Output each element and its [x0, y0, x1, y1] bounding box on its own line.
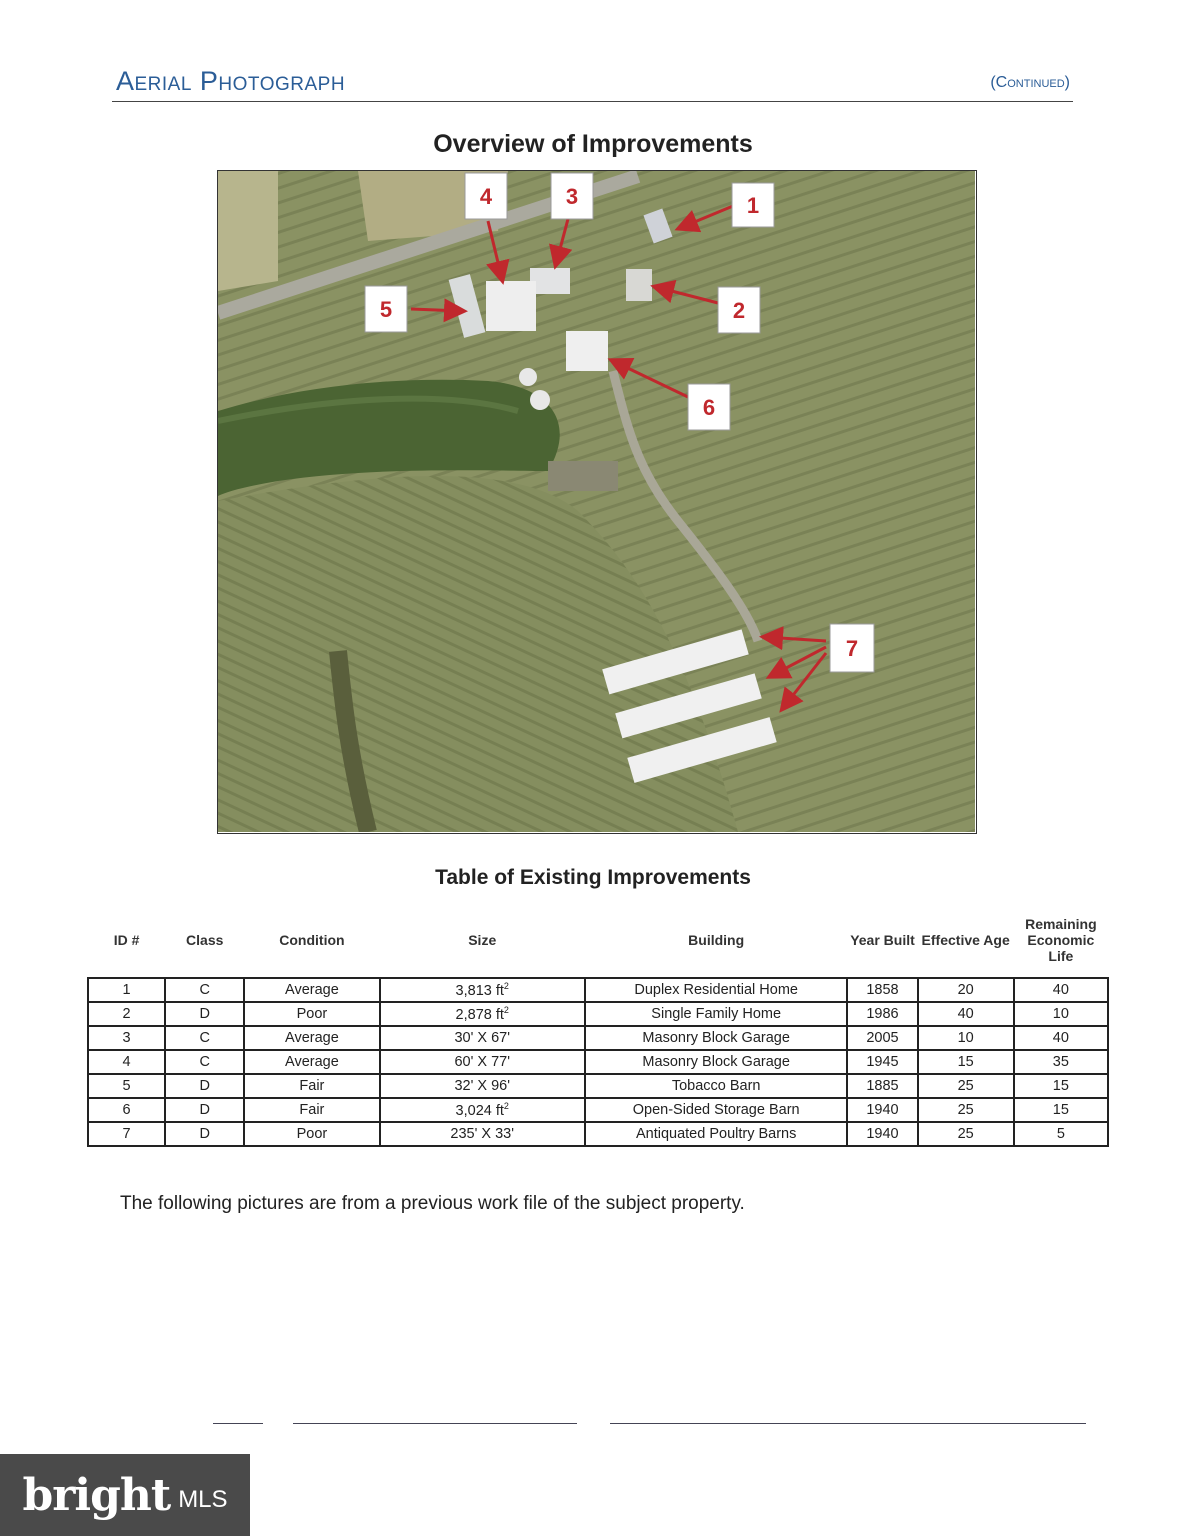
- table-header-row: [88, 905, 1108, 978]
- table-row: [88, 1050, 1108, 1074]
- cell-condition: Fair: [244, 1074, 379, 1098]
- cell-age: 20: [918, 978, 1014, 1002]
- continued-label: (Continued): [990, 74, 1070, 91]
- building-4: [486, 281, 536, 331]
- cell-class: D: [165, 1074, 244, 1098]
- cell-size: 60' X 77': [380, 1050, 585, 1074]
- cell-class: D: [165, 1002, 244, 1026]
- cell-year: 2005: [847, 1026, 917, 1050]
- cell-size: 32' X 96': [380, 1074, 585, 1098]
- cell-condition: Poor: [244, 1002, 379, 1026]
- building-2: [626, 269, 652, 301]
- cell-life: 35: [1014, 1050, 1108, 1074]
- header-effective-age: Effective Age: [921, 932, 1010, 948]
- cell-size: 3,813 $ft^2$: [380, 978, 585, 1002]
- header-remaining-life: Remaining Economic Life: [1025, 916, 1097, 964]
- marker-1: 1: [746, 193, 760, 218]
- page-section-title: Aerial Photograph: [116, 66, 346, 96]
- marker-2: 2: [732, 298, 746, 323]
- cell-building: Single Family Home: [585, 1002, 848, 1026]
- marker-7: 7: [845, 636, 859, 661]
- header-condition: Condition: [279, 932, 345, 948]
- marker-4: 4: [479, 184, 493, 209]
- improvements-table: [87, 905, 1109, 1147]
- cell-year: 1940: [847, 1122, 917, 1146]
- cell-id: 7: [88, 1122, 165, 1146]
- header-class: Class: [186, 932, 224, 948]
- footer-divider: [213, 1423, 263, 1424]
- table-row: [88, 1002, 1108, 1026]
- cell-year: 1858: [847, 978, 917, 1002]
- cell-age: 40: [918, 1002, 1014, 1026]
- cell-year: 1885: [847, 1074, 917, 1098]
- aerial-photo: [217, 170, 977, 834]
- cell-age: 15: [918, 1050, 1014, 1074]
- header-size: Size: [468, 932, 497, 948]
- header-year-built: Year Built: [850, 932, 915, 948]
- cell-class: C: [165, 978, 244, 1002]
- cell-building: Antiquated Poultry Barns: [585, 1122, 848, 1146]
- cell-age: 25: [918, 1074, 1014, 1098]
- cell-id: 1: [88, 978, 165, 1002]
- cell-building: Duplex Residential Home: [585, 978, 848, 1002]
- cell-size: 30' X 67': [380, 1026, 585, 1050]
- note-text: The following pictures are from a previous work file of the subject property.: [120, 1193, 745, 1214]
- cell-building: Masonry Block Garage: [585, 1050, 848, 1074]
- cell-id: 3: [88, 1026, 165, 1050]
- cell-class: C: [165, 1026, 244, 1050]
- header-id: ID #: [113, 932, 140, 948]
- cell-age: 25: [918, 1098, 1014, 1122]
- table-row: [88, 1098, 1108, 1122]
- cell-condition: Fair: [244, 1098, 379, 1122]
- cell-life: 40: [1014, 1026, 1108, 1050]
- table-row: [88, 978, 1108, 1002]
- cell-class: C: [165, 1050, 244, 1074]
- cell-id: 4: [88, 1050, 165, 1074]
- cell-building: Masonry Block Garage: [585, 1026, 848, 1050]
- cell-year: 1986: [847, 1002, 917, 1026]
- table-row: [88, 1074, 1108, 1098]
- cell-condition: Average: [244, 978, 379, 1002]
- cell-size: 3,024 $ft^2$: [380, 1098, 585, 1122]
- marker-6: 6: [702, 395, 716, 420]
- cell-size: 2,878 $ft^2$: [380, 1002, 585, 1026]
- cell-building: Tobacco Barn: [585, 1074, 848, 1098]
- cell-life: 15: [1014, 1074, 1108, 1098]
- brightmls-logo: [0, 1454, 250, 1536]
- table-row: [88, 1026, 1108, 1050]
- footer-divider: [610, 1423, 1086, 1424]
- table-title: Table of Existing Improvements: [435, 866, 751, 889]
- cell-size: 235' X 33': [380, 1122, 585, 1146]
- cell-building: Open-Sided Storage Barn: [585, 1098, 848, 1122]
- cell-year: 1945: [847, 1050, 917, 1074]
- cell-life: 10: [1014, 1002, 1108, 1026]
- cell-id: 5: [88, 1074, 165, 1098]
- header-building: Building: [688, 932, 745, 948]
- cell-age: 10: [918, 1026, 1014, 1050]
- cell-class: D: [165, 1098, 244, 1122]
- marker-5: 5: [379, 297, 393, 322]
- overview-title: Overview of Improvements: [433, 130, 753, 158]
- cell-id: 6: [88, 1098, 165, 1122]
- marker-3: 3: [565, 184, 579, 209]
- cell-condition: Poor: [244, 1122, 379, 1146]
- cell-life: 40: [1014, 978, 1108, 1002]
- building-6: [566, 331, 608, 371]
- header-divider: [112, 101, 1073, 102]
- cell-class: D: [165, 1122, 244, 1146]
- table-row: [88, 1122, 1108, 1146]
- cell-condition: Average: [244, 1050, 379, 1074]
- cell-life: 5: [1014, 1122, 1108, 1146]
- cell-age: 25: [918, 1122, 1014, 1146]
- logo-brand: bright: [22, 1469, 171, 1521]
- cell-condition: Average: [244, 1026, 379, 1050]
- cell-year: 1940: [847, 1098, 917, 1122]
- cell-life: 15: [1014, 1098, 1108, 1122]
- logo-suffix: MLS: [178, 1486, 228, 1513]
- footer-divider: [293, 1423, 577, 1424]
- cell-id: 2: [88, 1002, 165, 1026]
